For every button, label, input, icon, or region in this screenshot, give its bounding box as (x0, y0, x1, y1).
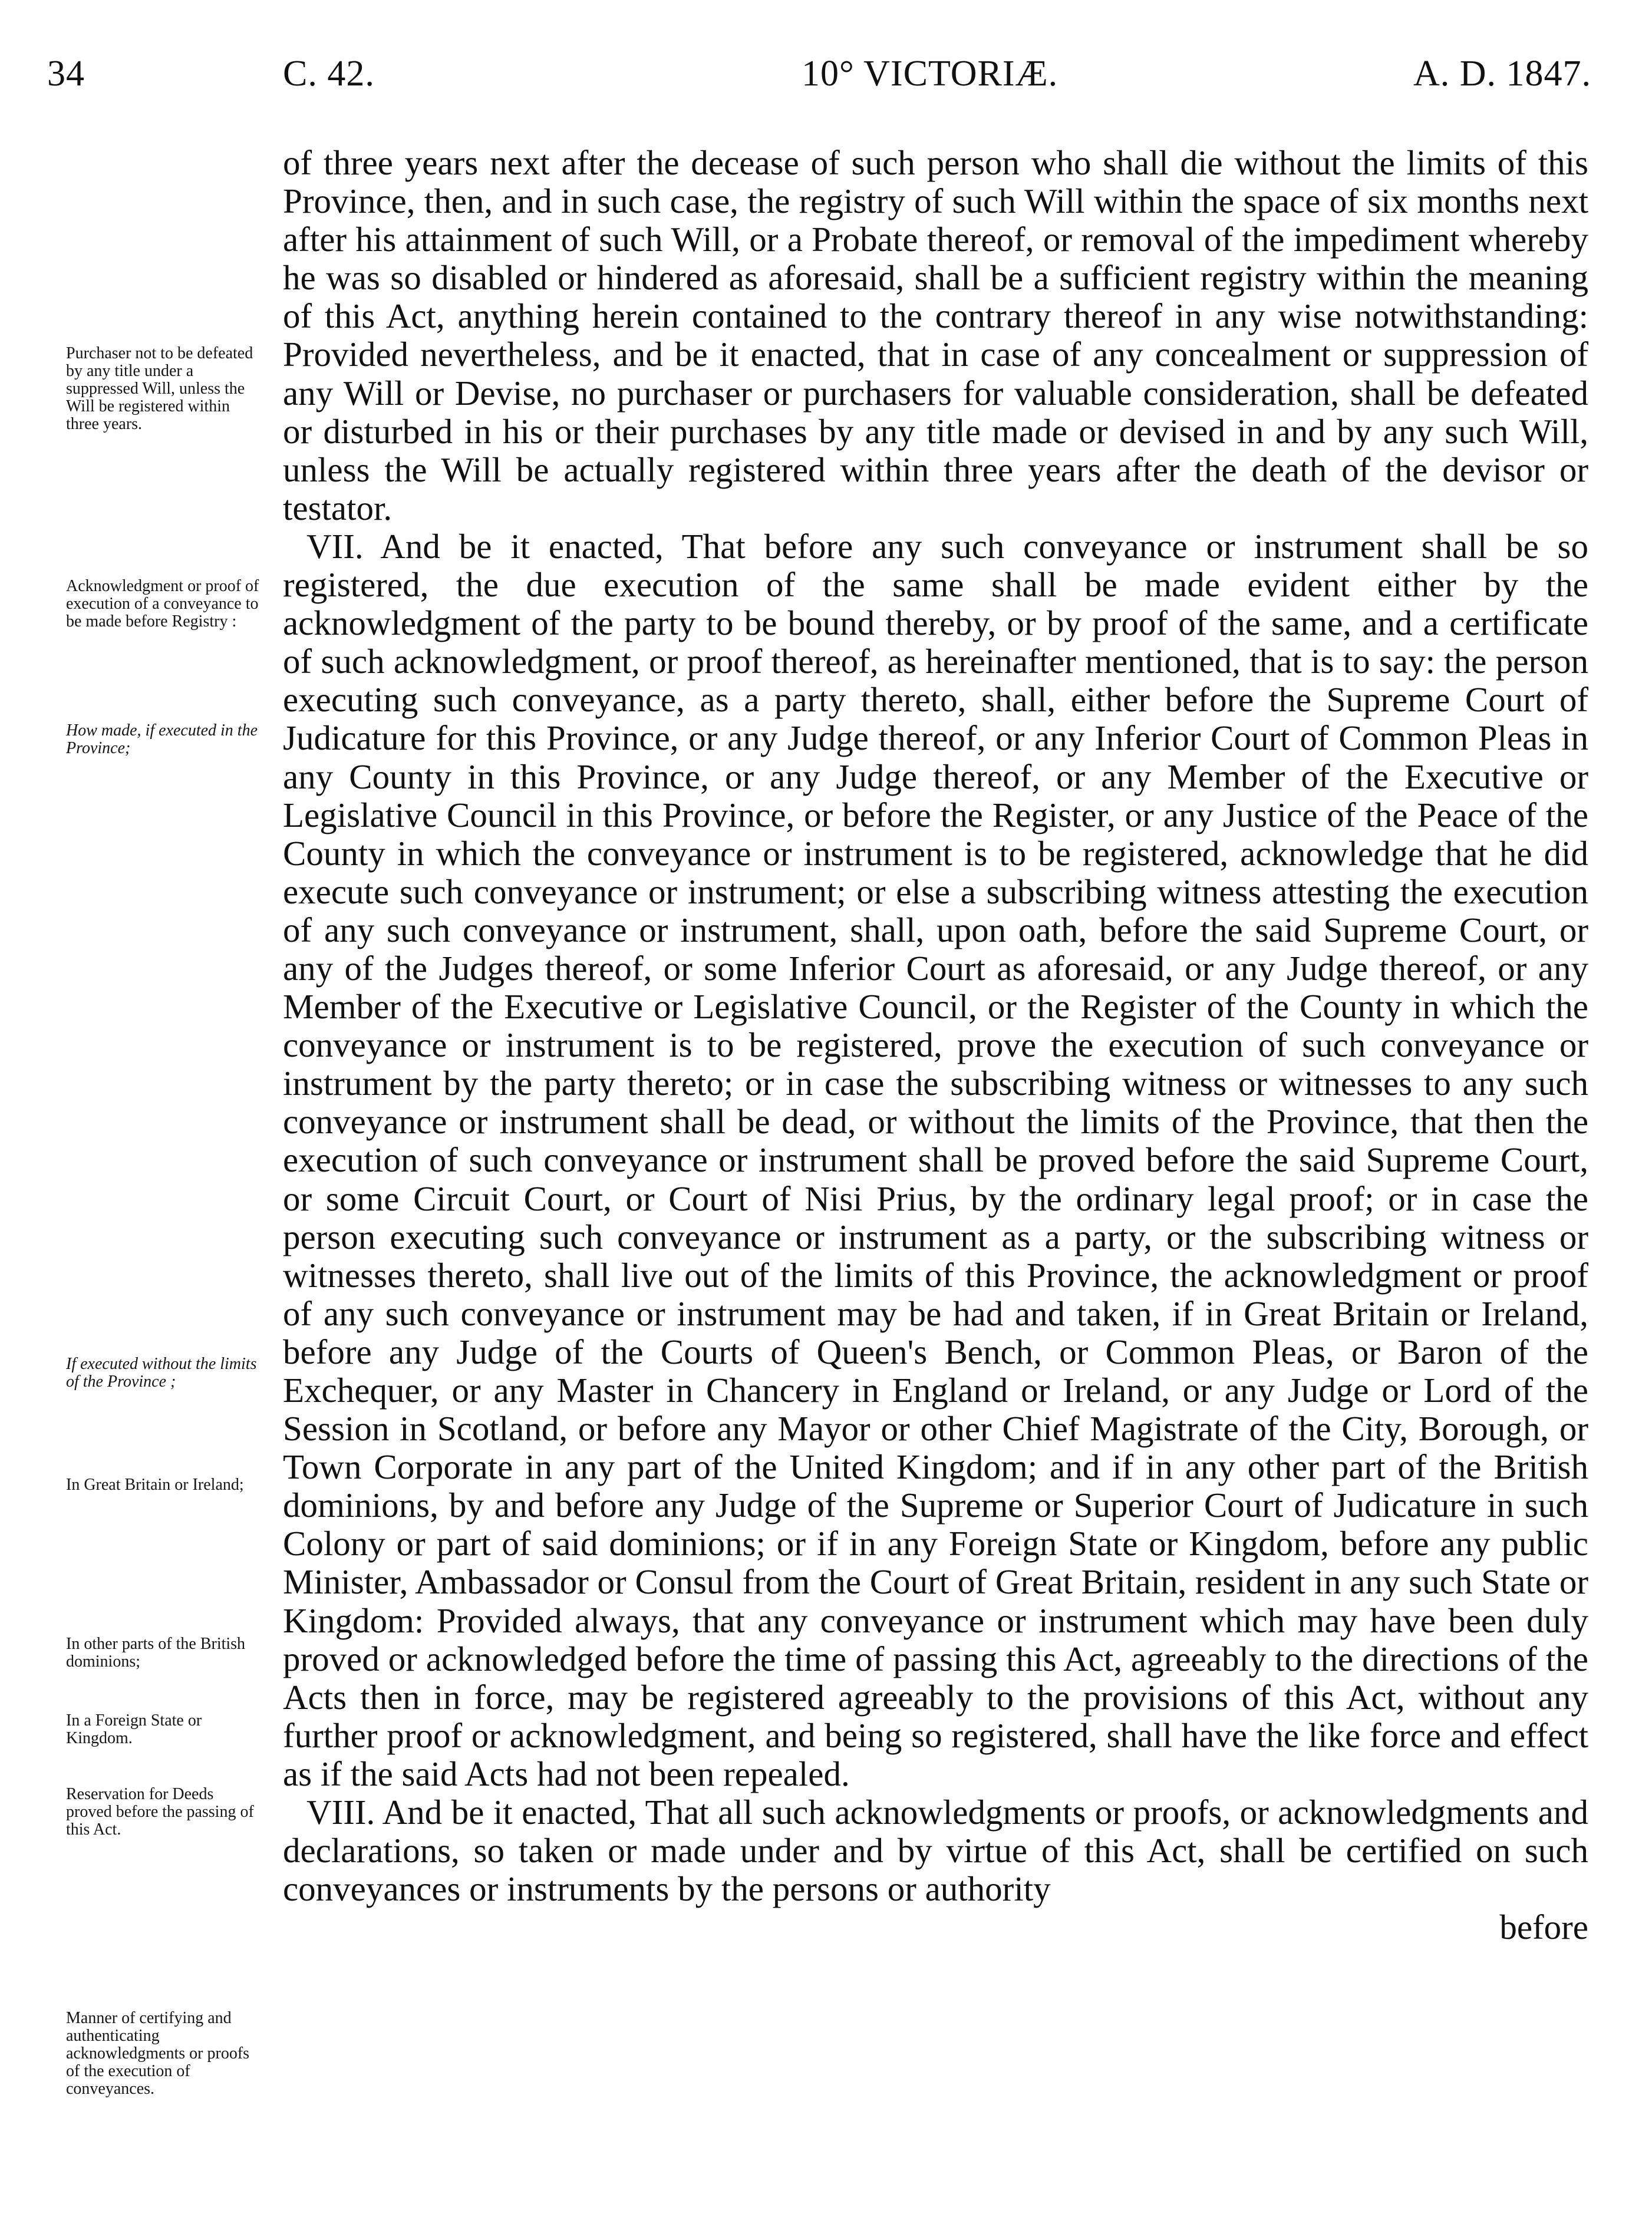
catchword: before (1499, 1908, 1588, 1947)
marginal-note-foreign-state: In a Foreign State or Kingdom. (66, 1711, 202, 1747)
marginal-note-british-dominions: In other parts of the British dominions; (66, 1635, 246, 1671)
page-number: 34 (47, 54, 85, 94)
marginal-note-purchaser: Purchaser not to be defeated by any title under a suppressed Will, unless the Will be registered within three years. (66, 344, 253, 433)
running-header (47, 53, 1591, 106)
year: A. D. 1847. (1413, 54, 1591, 94)
statute-text (283, 144, 1588, 1946)
paragraph-continuation: of three years next after the decease of such person who shall die without the limits of this Province, then, and in such case, the registry of such Will within the space of six months next after his attainment of such Will, or a Probate thereof, or removal of the impediment whereby he was so disabled or hindered as aforesaid, shall be a sufficient registry within the meaning of this Act, anything herein contained to the contrary thereof in any wise notwithstanding: Provided nevertheless, and be it enacted, that in case of any concealment or suppression of any Will or Devise, no purchaser or purchasers for valuable consideration, shall be defeated or disturbed in his or their purchases by any title made or devised in and by any such Will, unless the Will be actually registered within three years after the death of the devisor or testator. (283, 143, 1588, 527)
chapter-number: C. 42. (283, 54, 375, 94)
marginal-note-reservation: Reservation for Deeds proved before the passing of this Act. (66, 1785, 254, 1839)
marginal-note-great-britain: In Great Britain or Ireland; (66, 1476, 244, 1494)
marginal-note-how-made: How made, if executed in the Province; (66, 721, 258, 757)
section-vii: VII. And be it enacted, That before any such conveyance or instrument shall be so registered, the due execution of the same shall be made evident either by the acknowledgment of the party to be bound thereby, or by proof of the same, and a certificate of such acknowledgment, or proof thereof, as hereinafter mentioned, that is to say: the person executing such conveyance, as a party thereto, shall, either before the Supreme Court of Judicature for this Province, or any Judge thereof, or any Inferior Court of Common Pleas in any County in this Province, or any Judge thereof, or any Member of the Executive or Legislative Council in this Province, or before the Register, or any Justice of the Peace of the County in which the conveyance or instrument is to be registered, acknowledge that he did execute such conveyance or instrument; or else a subscribing witness attesting the execution of any such conveyance or instrument, shall, upon oath, before the said Supreme Court, or any of the Judges thereof, or some Inferior Court as aforesaid, or any Judge thereof, or any Member of the Executive or Legislative Council, or the Register of the County in which the conveyance or instrument is to be registered, prove the execution of such conveyance or instrument by the party thereto; or in case the subscribing witness or witnesses to any such conveyance or instrument shall be dead, or without the limits of the Province, that then the execution of such conveyance or instrument shall be proved before the said Supreme Court, or some Circuit Court, or Court of Nisi Prius, by the ordinary legal proof; or in case the person executing such conveyance or instrument as a party, or the subscribing witness or witnesses thereto, shall live out of the limits of this Province, the acknowledgment or proof of any such conveyance or instrument may be had and taken, if in Great Britain or Ireland, before any Judge of the Courts of Queen's Bench, or Common Pleas, or Baron of the Exchequer, or any Master in Chancery in England or Ireland, or any Judge or Lord of the Session in Scotland, or before any Mayor or other Chief Magistrate of the City, Borough, or Town Corporate in any part of the United Kingdom; and if in any other part of the British dominions, by and before any Judge of the Supreme or Superior Court of Judicature in such Colony or part of said dominions; or if in any Foreign State or Kingdom, before any public Minister, Ambassador or Consul from the Court of Great Britain, resident in any such State or Kingdom: Provided always, that any conveyance or instrument which may have been duly proved or acknowledged before the time of passing this Act, agreeably to the directions of the Acts then in force, may be registered agreeably to the provisions of this Act, without any further proof or acknowledgment, and being so registered, shall have the like force and effect as if the said Acts had not been repealed. (283, 526, 1588, 1793)
marginal-note-without-limits: If executed without the limits of the Province ; (66, 1355, 257, 1391)
regnal-year: 10° VICTORIÆ. (802, 54, 1059, 94)
marginal-note-acknowledgment: Acknowledgment or proof of execution of a conveyance to be made before Registry : (66, 577, 259, 631)
section-viii: VIII. And be it enacted, That all such acknowledgments or proofs, or acknowledgments and declarations, so taken or made under and by virtue of this Act, shall be certified on such conveyances or instruments by the persons or authority (283, 1793, 1588, 1909)
marginal-note-certifying: Manner of certifying and authenticating acknowledgments or proofs of the execution of conveyances. (66, 2009, 250, 2098)
